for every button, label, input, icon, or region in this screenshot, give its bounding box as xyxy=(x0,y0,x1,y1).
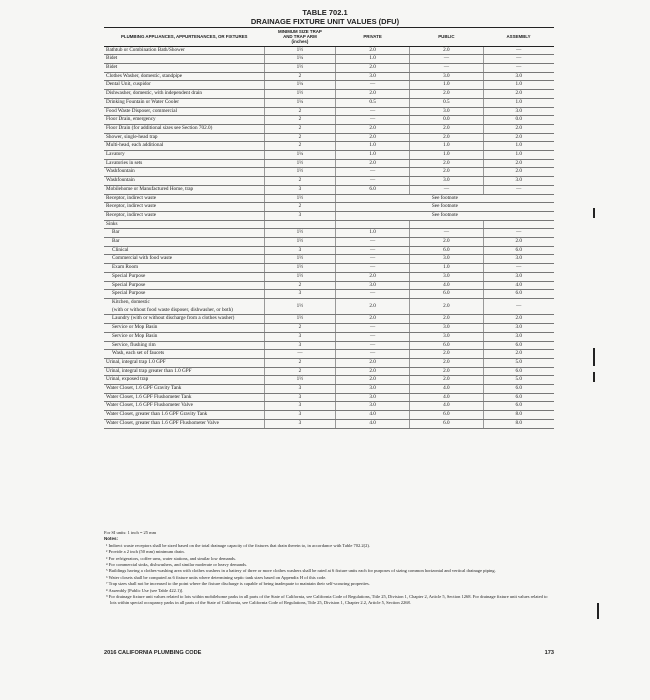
footnote: ⁵ Buildings having a clothes-washing area with clothes washers in a battery of three or more clothes washers shall be rated at 6 fixture units each for purposes of sizing common horizontal and vertical drainage piping. xyxy=(106,568,496,574)
private-dfu-cell xyxy=(335,220,409,229)
table-row xyxy=(104,246,554,255)
assembly-dfu-cell: 1.0 xyxy=(483,81,554,90)
public-dfu-cell: 3.0 xyxy=(410,177,483,186)
assembly-dfu-cell: — xyxy=(483,55,554,64)
page-number: 173 xyxy=(544,650,554,656)
trap-size-cell: 2 xyxy=(264,177,335,186)
trap-size-cell: 1½ xyxy=(264,255,335,264)
trap-size-cell: 1¼ xyxy=(264,81,335,90)
trap-size-cell: — xyxy=(264,350,335,359)
table-number: TABLE 702.1 xyxy=(302,8,348,17)
trap-size-cell: 2 xyxy=(264,107,335,116)
fixture-cell: Clinical xyxy=(104,246,264,255)
public-dfu-cell: 4.0 xyxy=(410,281,483,290)
table-row xyxy=(104,281,554,290)
assembly-dfu-cell: 1.0 xyxy=(483,151,554,160)
private-dfu-cell: — xyxy=(335,168,409,177)
assembly-dfu-cell: 2.0 xyxy=(483,124,554,133)
private-dfu-cell: — xyxy=(335,350,409,359)
trap-size-cell: 2 xyxy=(264,358,335,367)
trap-size-cell: 1½ xyxy=(264,90,335,99)
public-dfu-cell: 6.0 xyxy=(410,341,483,350)
assembly-dfu-cell: 3.0 xyxy=(483,107,554,116)
fixture-cell: Shower, single-head trap xyxy=(104,133,264,142)
table-row xyxy=(104,272,554,281)
footnote: ⁶ Water closets shall be computed as 6 fixture units where determining septic tank sizes based on Appendix H of this code. xyxy=(106,574,327,580)
fixture-cell: Clothes Washer, domestic, standpipe xyxy=(104,72,264,81)
fixture-cell: Laundry (with or without discharge from a clothes washer) xyxy=(104,315,264,324)
header-fixture: PLUMBING APPLIANCES, APPURTENANCES, OR FIXTURES xyxy=(104,28,264,47)
table-row xyxy=(104,46,554,55)
footnote: ¹ Indirect waste receptors shall be sized based on the total drainage capacity of the fixtures that drain therein to, in accordance with Table 702.2(2). xyxy=(106,542,370,548)
private-dfu-cell: — xyxy=(335,177,409,186)
revision-bar xyxy=(593,348,595,366)
table-row xyxy=(104,255,554,264)
assembly-dfu-cell: 2.0 xyxy=(483,168,554,177)
fixture-cell: Food Waste Disposer, commercial xyxy=(104,107,264,116)
public-dfu-cell: 2.0 xyxy=(410,358,483,367)
table-row xyxy=(104,367,554,376)
fixture-cell: Water Closet, greater than 1.6 GPF Gravity Tank xyxy=(104,411,264,420)
assembly-dfu-cell: 4.0 xyxy=(483,281,554,290)
assembly-dfu-cell: 6.0 xyxy=(483,393,554,402)
trap-size-cell: 3 xyxy=(264,419,335,428)
private-dfu-cell: 3.0 xyxy=(335,385,409,394)
fixture-cell: Sinks xyxy=(104,220,264,229)
table-row xyxy=(104,151,554,160)
table-row xyxy=(104,116,554,125)
dfu-table xyxy=(104,27,554,429)
public-dfu-cell: 2.0 xyxy=(410,315,483,324)
assembly-dfu-cell: 1.0 xyxy=(483,142,554,151)
public-dfu-cell: 2.0 xyxy=(410,133,483,142)
public-dfu-cell: 2.0 xyxy=(410,238,483,247)
assembly-dfu-cell xyxy=(483,220,554,229)
assembly-dfu-cell: 0.0 xyxy=(483,116,554,125)
table-row xyxy=(104,124,554,133)
trap-size-cell xyxy=(264,220,335,229)
trap-size-cell: 1¼ xyxy=(264,98,335,107)
assembly-dfu-cell: 6.0 xyxy=(483,402,554,411)
assembly-dfu-cell: 2.0 xyxy=(483,315,554,324)
private-dfu-cell: 3.0 xyxy=(335,402,409,411)
public-dfu-cell: 6.0 xyxy=(410,246,483,255)
assembly-dfu-cell: 2.0 xyxy=(483,133,554,142)
assembly-dfu-cell: — xyxy=(483,229,554,238)
assembly-dfu-cell: 2.0 xyxy=(483,159,554,168)
fixture-cell: Bidet xyxy=(104,64,264,73)
trap-size-cell: 2 xyxy=(264,281,335,290)
table-row xyxy=(104,98,554,107)
table-row xyxy=(104,402,554,411)
trap-size-cell: 3 xyxy=(264,411,335,420)
public-dfu-cell: 2.0 xyxy=(410,168,483,177)
table-row xyxy=(104,419,554,428)
trap-size-cell: 1½ xyxy=(264,159,335,168)
public-dfu-cell: 2.0 xyxy=(410,159,483,168)
fixture-cell: Water Closet, 1.6 GPF Gravity Tank xyxy=(104,385,264,394)
private-dfu-cell: 0.5 xyxy=(335,98,409,107)
trap-size-cell: 1¼ xyxy=(264,55,335,64)
trap-size-cell: 2 xyxy=(264,72,335,81)
private-dfu-cell: 2.0 xyxy=(335,299,409,315)
private-dfu-cell: 2.0 xyxy=(335,367,409,376)
table-row xyxy=(104,411,554,420)
trap-size-cell: 3 xyxy=(264,290,335,299)
fixture-cell: Lavatory xyxy=(104,151,264,160)
table-row xyxy=(104,229,554,238)
table-row xyxy=(104,299,554,315)
table-row xyxy=(104,393,554,402)
public-dfu-cell: 1.0 xyxy=(410,142,483,151)
public-dfu-cell: 3.0 xyxy=(410,72,483,81)
trap-size-cell: 3 xyxy=(264,393,335,402)
public-dfu-cell: 1.0 xyxy=(410,264,483,273)
public-dfu-cell: — xyxy=(410,185,483,194)
revision-bar xyxy=(593,372,595,382)
fixture-cell: Dental Unit, cuspidor xyxy=(104,81,264,90)
public-dfu-cell: 6.0 xyxy=(410,411,483,420)
fixture-cell: Bidet xyxy=(104,55,264,64)
private-dfu-cell: — xyxy=(335,332,409,341)
fixture-cell: Urinal, integral trap greater than 1.0 GPF xyxy=(104,367,264,376)
public-dfu-cell: — xyxy=(410,64,483,73)
fixture-cell: Special Purpose xyxy=(104,272,264,281)
trap-size-cell: 2 xyxy=(264,142,335,151)
trap-size-cell: 3 xyxy=(264,341,335,350)
fixture-cell: Lavatories in sets xyxy=(104,159,264,168)
table-row xyxy=(104,133,554,142)
private-dfu-cell: 2.0 xyxy=(335,133,409,142)
trap-size-cell: 3 xyxy=(264,246,335,255)
private-dfu-cell: 2.0 xyxy=(335,90,409,99)
assembly-dfu-cell: 3.0 xyxy=(483,72,554,81)
table-row xyxy=(104,238,554,247)
si-units-note: For SI units: 1 inch = 25 mm xyxy=(104,530,157,535)
fixture-cell: Multi-head, each additional xyxy=(104,142,264,151)
private-dfu-cell: 6.0 xyxy=(335,185,409,194)
public-dfu-cell: 4.0 xyxy=(410,402,483,411)
table-row xyxy=(104,55,554,64)
table-row xyxy=(104,211,554,220)
trap-size-cell: 1¼ xyxy=(264,151,335,160)
footnote: ² Provide a 2 inch (50 mm) minimum drain. xyxy=(106,549,185,555)
private-dfu-cell: 2.0 xyxy=(335,46,409,55)
header-public: PUBLIC xyxy=(410,28,483,47)
public-dfu-cell: 6.0 xyxy=(410,290,483,299)
table-row xyxy=(104,159,554,168)
trap-size-cell: 2 xyxy=(264,324,335,333)
header-trap: MINIMUM SIZE TRAP AND TRAP ARM (inches) xyxy=(264,28,335,47)
private-dfu-cell: — xyxy=(335,290,409,299)
assembly-dfu-cell: — xyxy=(483,185,554,194)
assembly-dfu-cell: — xyxy=(483,46,554,55)
public-dfu-cell: 1.0 xyxy=(410,151,483,160)
trap-size-cell: 2 xyxy=(264,133,335,142)
private-dfu-cell: 4.0 xyxy=(335,419,409,428)
public-dfu-cell: 3.0 xyxy=(410,255,483,264)
assembly-dfu-cell: 3.0 xyxy=(483,324,554,333)
assembly-dfu-cell: 3.0 xyxy=(483,255,554,264)
trap-size-cell: 1½ xyxy=(264,238,335,247)
header-private: PRIVATE xyxy=(335,28,409,47)
fixture-cell: Water Closet, 1.6 GPF Flushometer Valve xyxy=(104,402,264,411)
fixture-cell: Special Purpose xyxy=(104,281,264,290)
trap-size-cell: 2 xyxy=(264,203,335,212)
table-row xyxy=(104,220,554,229)
table-row xyxy=(104,185,554,194)
private-dfu-cell: 1.0 xyxy=(335,55,409,64)
trap-size-cell: 1½ xyxy=(264,64,335,73)
trap-size-cell: 2 xyxy=(264,116,335,125)
table-row xyxy=(104,350,554,359)
fixture-cell: Water Closet, 1.6 GPF Flushometer Tank xyxy=(104,393,264,402)
assembly-dfu-cell: 6.0 xyxy=(483,341,554,350)
assembly-dfu-cell: 1.0 xyxy=(483,98,554,107)
footnote: ⁴ For commercial sinks, dishwashers, and similar moderate or heavy demands. xyxy=(106,562,248,568)
assembly-dfu-cell: 5.0 xyxy=(483,376,554,385)
footnote-cell: See footnote xyxy=(335,203,554,212)
public-dfu-cell: — xyxy=(410,55,483,64)
table-row xyxy=(104,290,554,299)
private-dfu-cell: — xyxy=(335,341,409,350)
footer-code-title: 2016 CALIFORNIA PLUMBING CODE xyxy=(104,650,202,656)
table-row xyxy=(104,315,554,324)
table-row xyxy=(104,324,554,333)
table-row xyxy=(104,72,554,81)
table-row xyxy=(104,385,554,394)
fixture-cell: Mobilehome or Manufactured Home, trap xyxy=(104,185,264,194)
table-title: DRAINAGE FIXTURE UNIT VALUES (DFU) xyxy=(250,17,400,26)
public-dfu-cell: 0.5 xyxy=(410,98,483,107)
fixture-cell: Urinal, integral trap 1.0 GPF xyxy=(104,358,264,367)
public-dfu-cell: 4.0 xyxy=(410,393,483,402)
table-row xyxy=(104,264,554,273)
header-assembly: ASSEMBLY xyxy=(483,28,554,47)
footnote: ³ For refrigerators, coffee urns, water stations, and similar low demands. xyxy=(106,555,236,561)
fixture-cell: Bar xyxy=(104,229,264,238)
footnote: ⁷ Trap sizes shall not be increased to the point where the fixture discharge is capable of being inadequate to maintain their self-scouring properties. xyxy=(106,581,370,587)
table-row xyxy=(104,107,554,116)
public-dfu-cell: 2.0 xyxy=(410,90,483,99)
public-dfu-cell: 3.0 xyxy=(410,324,483,333)
trap-size-cell: 3 xyxy=(264,211,335,220)
assembly-dfu-cell: 2.0 xyxy=(483,350,554,359)
private-dfu-cell: 4.0 xyxy=(335,411,409,420)
fixture-cell: Receptor, indirect waste xyxy=(104,194,264,203)
assembly-dfu-cell: — xyxy=(483,299,554,315)
public-dfu-cell: 2.0 xyxy=(410,46,483,55)
trap-size-cell: 2 xyxy=(264,124,335,133)
private-dfu-cell: 1.0 xyxy=(335,151,409,160)
footnote-cell: See footnote xyxy=(335,211,554,220)
footnote: ⁸ Assembly [Public Use (see Table 422.1)]. xyxy=(106,587,184,593)
private-dfu-cell: 2.0 xyxy=(335,315,409,324)
trap-size-cell: 1½ xyxy=(264,168,335,177)
table-row xyxy=(104,90,554,99)
private-dfu-cell: — xyxy=(335,116,409,125)
trap-size-cell: 1½ xyxy=(264,229,335,238)
public-dfu-cell: 1.0 xyxy=(410,81,483,90)
assembly-dfu-cell: 3.0 xyxy=(483,332,554,341)
public-dfu-cell xyxy=(410,220,483,229)
public-dfu-cell: 4.0 xyxy=(410,385,483,394)
table-notes xyxy=(104,530,554,607)
public-dfu-cell: 2.0 xyxy=(410,376,483,385)
table-row xyxy=(104,341,554,350)
private-dfu-cell: 2.0 xyxy=(335,64,409,73)
fixture-cell: Service or Mop Basin xyxy=(104,332,264,341)
table-row xyxy=(104,177,554,186)
trap-size-cell: 3 xyxy=(264,385,335,394)
private-dfu-cell: 2.0 xyxy=(335,272,409,281)
trap-size-cell: 3 xyxy=(264,185,335,194)
private-dfu-cell: 3.0 xyxy=(335,393,409,402)
footnote-cell: See footnote xyxy=(335,194,554,203)
assembly-dfu-cell: 2.0 xyxy=(483,238,554,247)
table-row xyxy=(104,376,554,385)
assembly-dfu-cell: 6.0 xyxy=(483,367,554,376)
trap-size-cell: 3 xyxy=(264,402,335,411)
public-dfu-cell: 2.0 xyxy=(410,299,483,315)
private-dfu-cell: 2.0 xyxy=(335,124,409,133)
fixture-cell: Dishwasher, domestic, with independent drain xyxy=(104,90,264,99)
assembly-dfu-cell: 6.0 xyxy=(483,246,554,255)
private-dfu-cell: 1.0 xyxy=(335,229,409,238)
table-row xyxy=(104,203,554,212)
fixture-cell: Washfountain xyxy=(104,177,264,186)
public-dfu-cell: 2.0 xyxy=(410,367,483,376)
assembly-dfu-cell: 5.0 xyxy=(483,358,554,367)
table-row xyxy=(104,142,554,151)
fixture-cell: Commercial with food waste xyxy=(104,255,264,264)
trap-size-cell: 1½ xyxy=(264,272,335,281)
assembly-dfu-cell: 6.0 xyxy=(483,385,554,394)
table-row xyxy=(104,332,554,341)
private-dfu-cell: 3.0 xyxy=(335,72,409,81)
assembly-dfu-cell: 8.0 xyxy=(483,419,554,428)
public-dfu-cell: 3.0 xyxy=(410,107,483,116)
private-dfu-cell: 2.0 xyxy=(335,159,409,168)
footnote: ⁹ For drainage fixture unit values related to lots within mobilehome parks in all parts of the State of California, see California Code of Regulations, Title 25, Division 1, Chapter 2, Article 5, Section 1268. For drainage fixture unit values related to lots within special occupancy parks in all parts of the State of California, see California Code of Regulations, Title 25, Division 1, Chapter 2.2, Article 5, Section 2268. xyxy=(106,594,548,606)
public-dfu-cell: 2.0 xyxy=(410,350,483,359)
public-dfu-cell: 3.0 xyxy=(410,272,483,281)
fixture-cell: Bar xyxy=(104,238,264,247)
fixture-cell: Special Purpose xyxy=(104,290,264,299)
header-row xyxy=(104,28,554,47)
trap-size-cell: 2 xyxy=(264,367,335,376)
fixture-cell: Receptor, indirect waste xyxy=(104,211,264,220)
private-dfu-cell: 3.0 xyxy=(335,281,409,290)
fixture-cell: Urinal, exposed trap xyxy=(104,376,264,385)
assembly-dfu-cell: 3.0 xyxy=(483,272,554,281)
public-dfu-cell: — xyxy=(410,229,483,238)
fixture-cell: Wash, each set of faucets xyxy=(104,350,264,359)
private-dfu-cell: 1.0 xyxy=(335,142,409,151)
public-dfu-cell: 0.0 xyxy=(410,116,483,125)
fixture-cell: Service or Mop Basin xyxy=(104,324,264,333)
revision-bar xyxy=(593,208,595,218)
fixture-cell: Service, flushing rim xyxy=(104,341,264,350)
private-dfu-cell: 2.0 xyxy=(335,358,409,367)
revision-bar xyxy=(597,603,599,619)
trap-size-cell: 1½ xyxy=(264,376,335,385)
fixture-cell: Floor Drain (for additional sizes see Section 702.0) xyxy=(104,124,264,133)
fixture-cell: Washfountain xyxy=(104,168,264,177)
public-dfu-cell: 3.0 xyxy=(410,332,483,341)
table-row xyxy=(104,358,554,367)
trap-size-cell: 1½ xyxy=(264,315,335,324)
private-dfu-cell: — xyxy=(335,264,409,273)
table-row xyxy=(104,194,554,203)
assembly-dfu-cell: — xyxy=(483,64,554,73)
table-row xyxy=(104,168,554,177)
fixture-cell: Bathtub or Combination Bath/Shower xyxy=(104,46,264,55)
trap-size-cell: 1½ xyxy=(264,194,335,203)
assembly-dfu-cell: 6.0 xyxy=(483,290,554,299)
private-dfu-cell: — xyxy=(335,107,409,116)
trap-size-cell: 1½ xyxy=(264,299,335,315)
fixture-cell: Receptor, indirect waste xyxy=(104,203,264,212)
private-dfu-cell: — xyxy=(335,238,409,247)
public-dfu-cell: 6.0 xyxy=(410,419,483,428)
fixture-cell: Floor Drain, emergency xyxy=(104,116,264,125)
notes-heading: Notes: xyxy=(104,536,119,542)
fixture-cell: Water Closet, greater than 1.6 GPF Flushometer Valve xyxy=(104,419,264,428)
private-dfu-cell: — xyxy=(335,324,409,333)
assembly-dfu-cell: — xyxy=(483,264,554,273)
table-row xyxy=(104,81,554,90)
trap-size-cell: 1½ xyxy=(264,264,335,273)
private-dfu-cell: — xyxy=(335,246,409,255)
table-row xyxy=(104,64,554,73)
private-dfu-cell: — xyxy=(335,81,409,90)
fixture-cell: Exam Room xyxy=(104,264,264,273)
assembly-dfu-cell: 3.0 xyxy=(483,177,554,186)
private-dfu-cell: — xyxy=(335,255,409,264)
private-dfu-cell: 2.0 xyxy=(335,376,409,385)
assembly-dfu-cell: 8.0 xyxy=(483,411,554,420)
public-dfu-cell: 2.0 xyxy=(410,124,483,133)
fixture-cell: Drinking Fountain or Water Cooler xyxy=(104,98,264,107)
trap-size-cell: 3 xyxy=(264,332,335,341)
assembly-dfu-cell: 2.0 xyxy=(483,90,554,99)
fixture-cell: Kitchen, domestic (with or without food waste disposer, dishwasher, or both) xyxy=(104,299,264,315)
trap-size-cell: 1½ xyxy=(264,46,335,55)
